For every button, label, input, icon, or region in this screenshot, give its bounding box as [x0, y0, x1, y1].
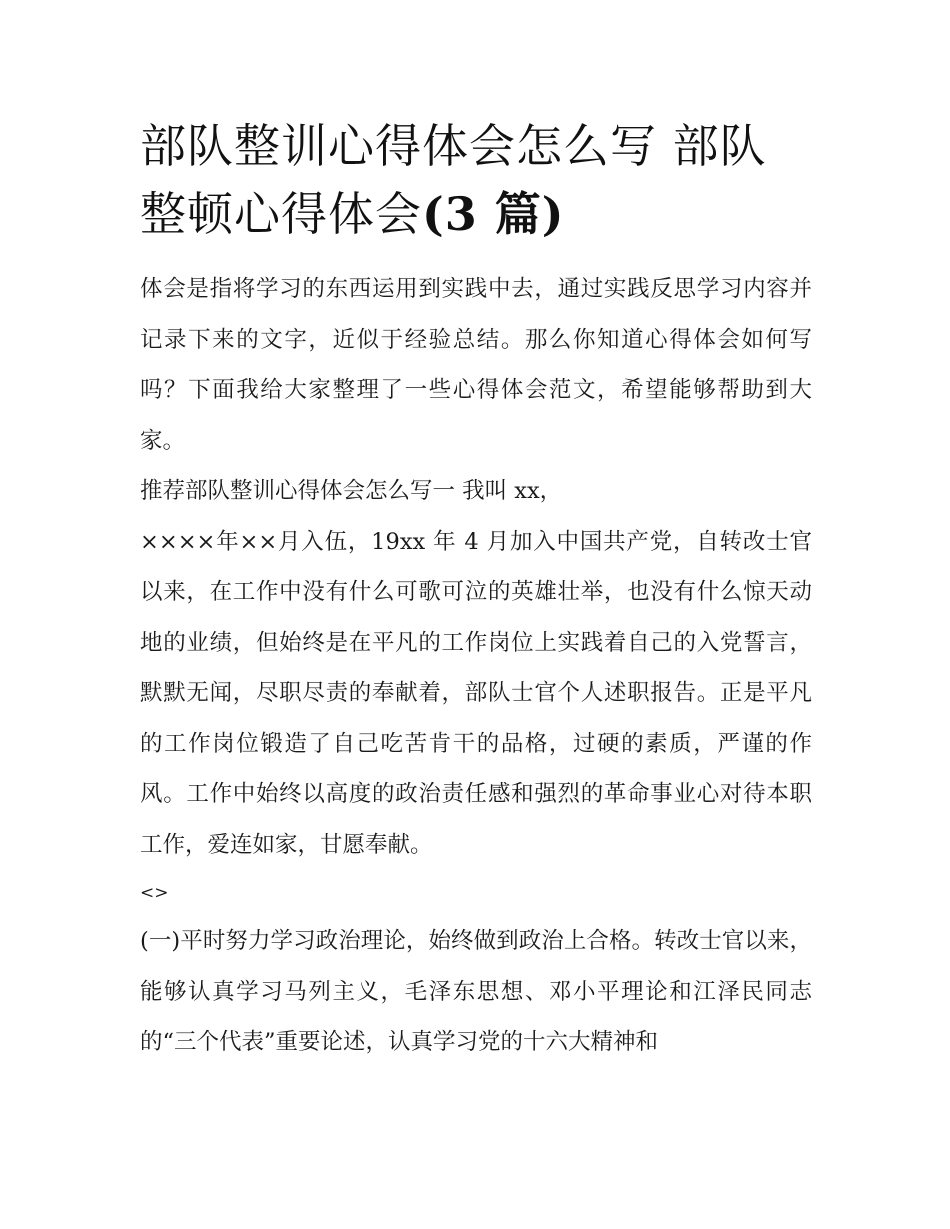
title-count: (3 篇)	[422, 187, 565, 241]
section-one-paragraph: (一)平时努力学习政治理论，始终做到政治上合格。转改士官以来，能够认真学习马列主义，毛泽东思想、邓小平理论和江泽民同志的“三个代表”重要论述，认真学习党的十六大精神和	[140, 928, 812, 1055]
document-body	[140, 264, 812, 1068]
placeholder-marker: <>	[140, 883, 169, 903]
document-page	[140, 112, 812, 1068]
article-heading-line: 推荐部队整训心得体会怎么写一 我叫 xx，	[140, 478, 563, 504]
intro-paragraph: 体会是指将学习的东西运用到实践中去，通过实践反思学习内容并记录下来的文字，近似于经验总结。那么你知道心得体会如何写吗？下面我给大家整理了一些心得体会范文，希望能够帮助到大家。	[140, 276, 812, 454]
document-title	[140, 112, 812, 248]
title-main: 部队整训心得体会怎么写 部队整顿心得体会	[140, 119, 767, 241]
body-paragraph: ××××年××月入伍，19xx 年 4 月加入中国共产党，自转改士官以来，在工作中没有什么可歌可泣的英雄壮举，也没有什么惊天动地的业绩，但始终是在平凡的工作岗位上实践着自己的入党誓言，默默无闻，尽职尽责的奉献着，部队士官个人述职报告。正是平凡的工作岗位锻造了自己吃苦肯干的品格，过硬的素质，严谨的作风。工作中始终以高度的政治责任感和强烈的革命事业心对待本职工作，爱连如家，甘愿奉献。	[140, 528, 812, 858]
